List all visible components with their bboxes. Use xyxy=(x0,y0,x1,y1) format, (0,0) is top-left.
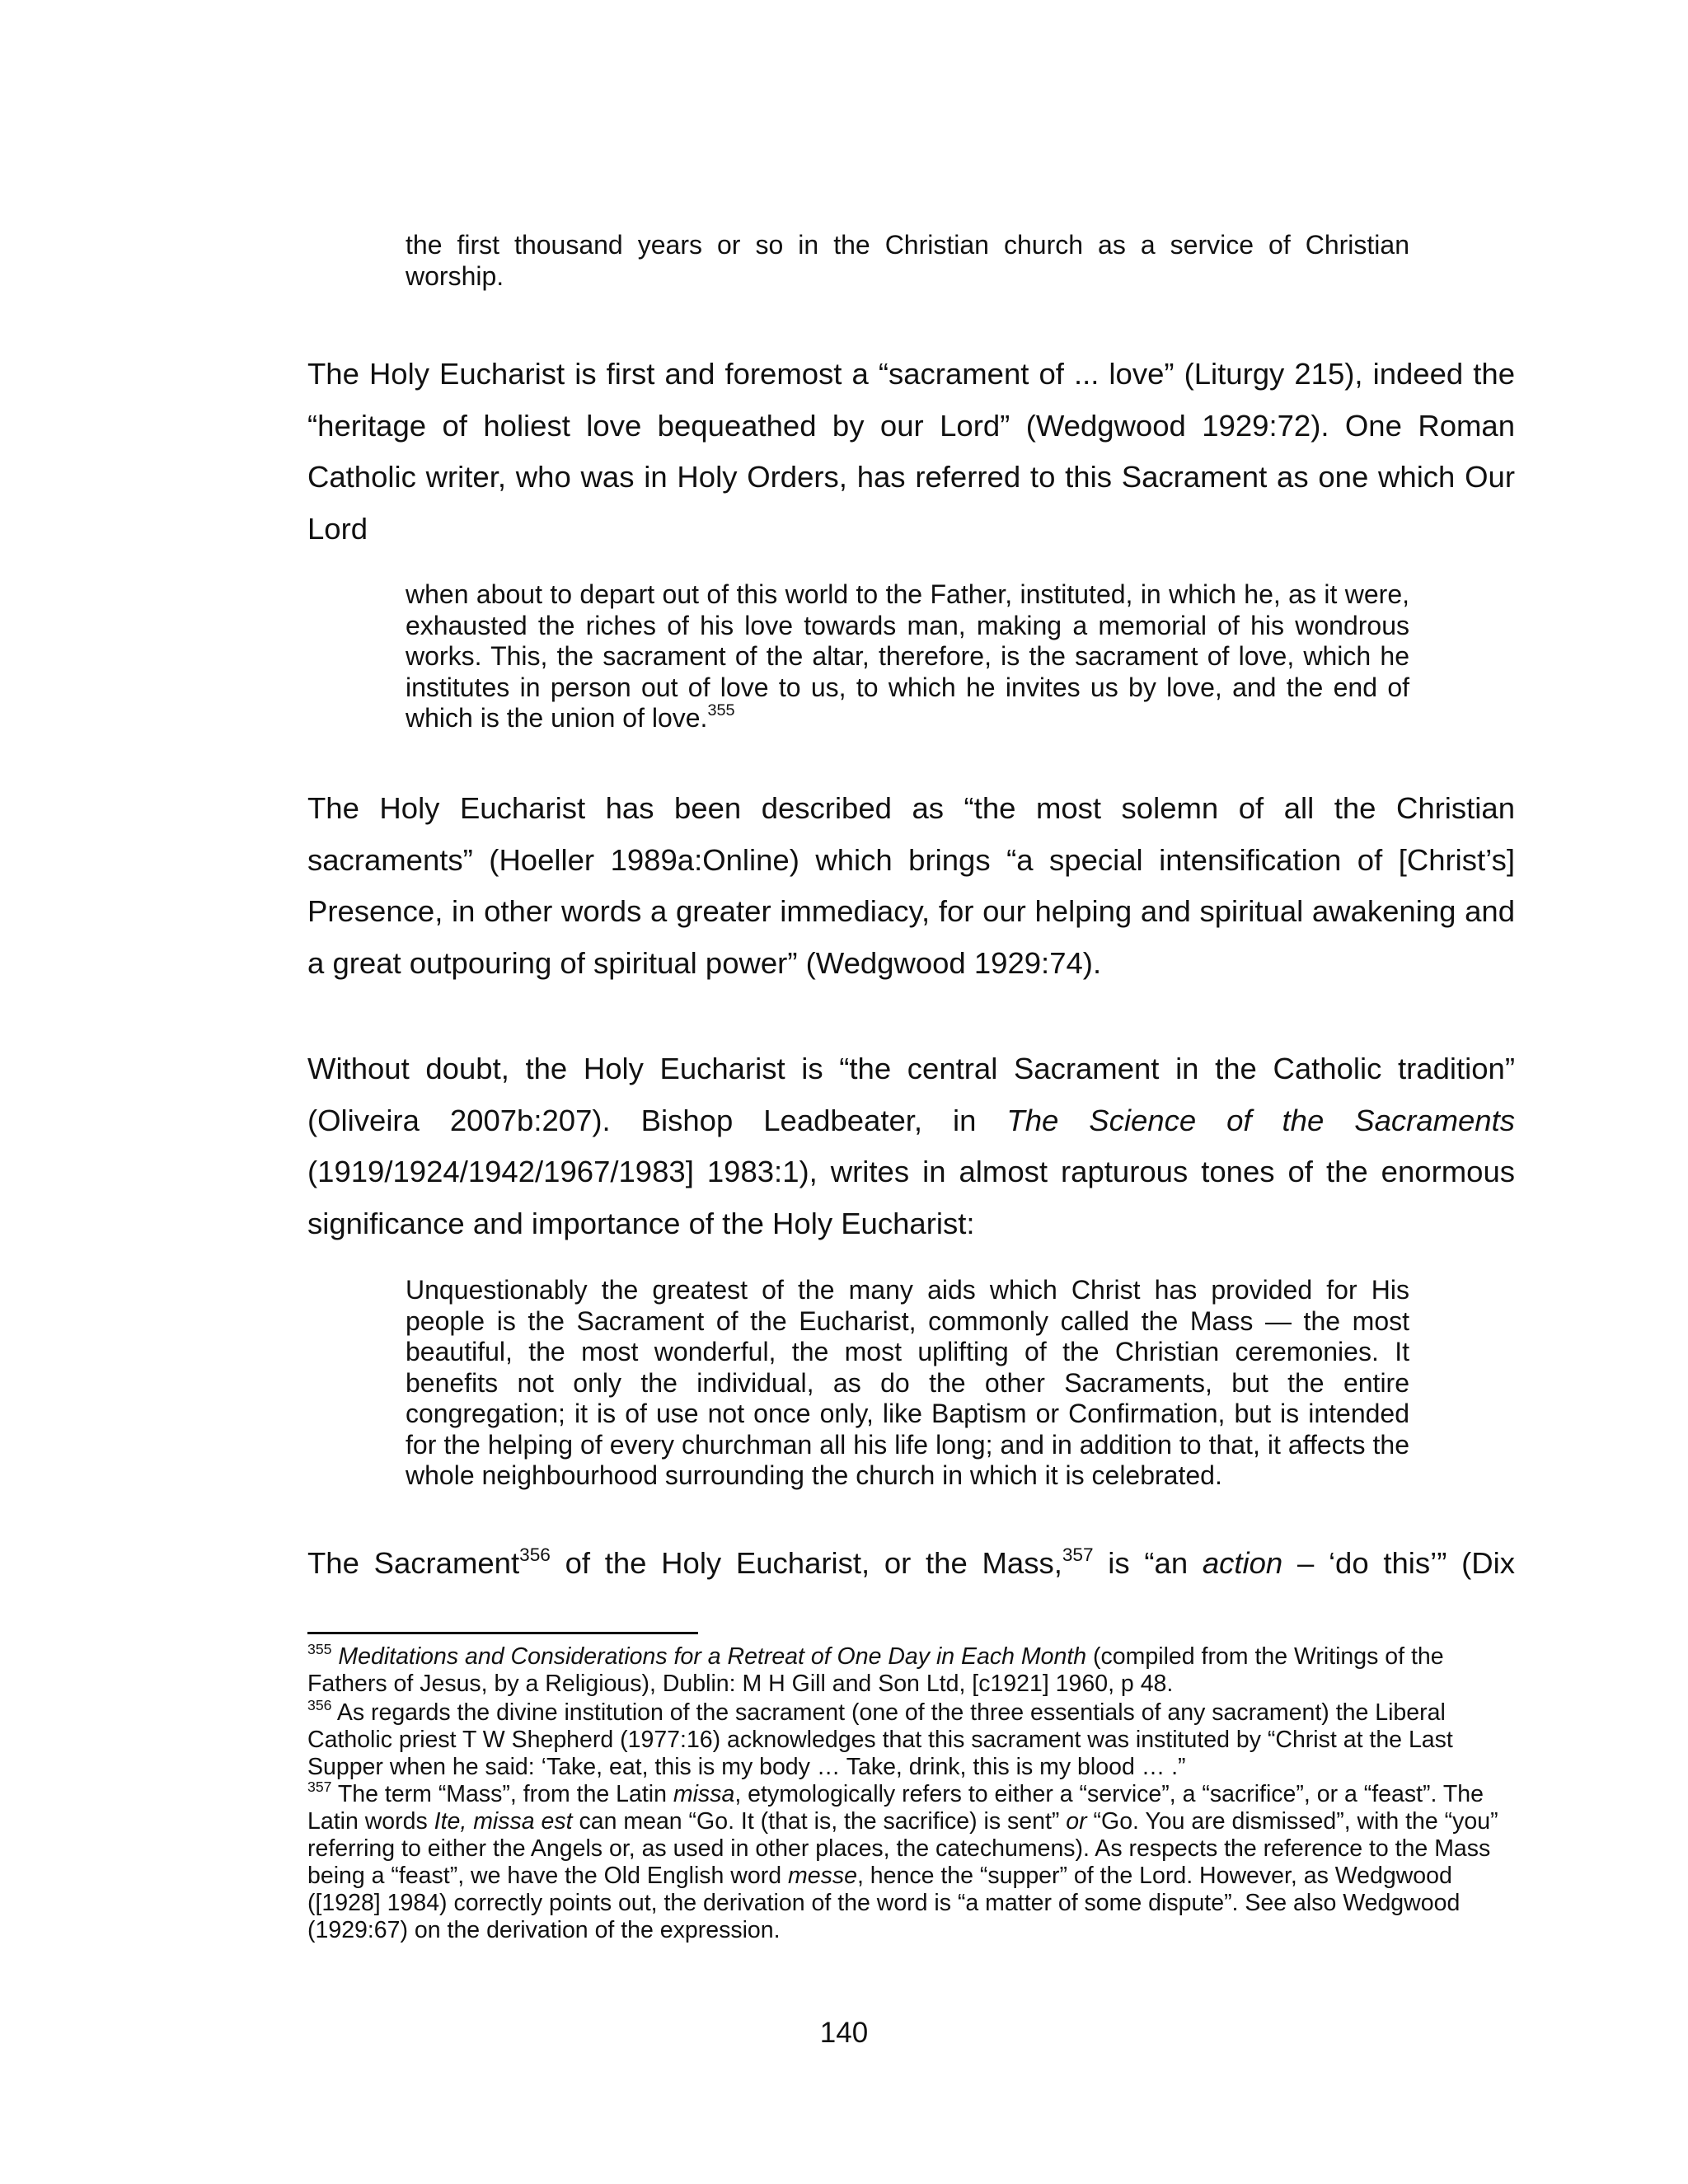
paragraph-text: The Sacrament xyxy=(307,1546,520,1580)
book-title: The Science of the Sacraments xyxy=(1006,1103,1515,1137)
footnote-ref-357[interactable]: 357 xyxy=(1062,1544,1094,1565)
paragraph-sacrament-action xyxy=(307,1538,1515,1589)
footnote-separator xyxy=(307,1632,698,1634)
paragraph-text: Without doubt, the Holy Eucharist is “the central Sacrament in the Catholic tradition” (Oliveira 2007b:207). Bishop Leadbeater, in xyxy=(307,1052,1515,1137)
paragraph-text: is “an xyxy=(1093,1546,1203,1580)
paragraph-text: – ‘do this’” (Dix xyxy=(1282,1546,1515,1580)
emphasis-action: action xyxy=(1202,1546,1283,1580)
footnote-number: 355 xyxy=(307,1640,332,1657)
footnote-title: Meditations and Considerations for a Retreat of One Day in Each Month xyxy=(338,1643,1087,1670)
footnote-text: (compiled from the Writings of the Fathers of Jesus, by a Religious), Dublin: M H Gill and Son Ltd, [c1921] 1960, p 48. xyxy=(307,1643,1444,1697)
footnote-text: , hence the “supper” of the Lord. However, as Wedgwood ([1928] 1984) correctly points out, the derivation of the word is “a matter of some dispute”. See also Wedgwood (1929:67) on the derivation of the expression. xyxy=(307,1863,1461,1943)
block-quote-continuation xyxy=(406,230,1409,292)
block-quote-text: Unquestionably the greatest of the many aids which Christ has provided for His people is the Sacrament of the Eucharist, commonly called the Mass — the most beautiful, the most wonderful, the most uplifting of the Christian ceremonies. It benefits not only the individual, as do the other Sacraments, but the entire congregation; it is of use not once only, like Baptism or Confirmation, but is intended for the helping of every churchman all his life long; and in addition to that, it affects the whole neighbourhood surrounding the church in which it is celebrated. xyxy=(406,1275,1409,1490)
paragraph-central-sacrament xyxy=(307,1043,1515,1249)
block-quote-text: when about to depart out of this world to the Father, instituted, in which he, as it were, exhausted the riches of his love towards man, making a memorial of his wondrous works. This, the sacrament of the altar, therefore, is the sacrament of love, which he institutes in person out of love to us, to which he invites us by love, and the end of which is the union of love. xyxy=(406,579,1409,733)
footnote-357 xyxy=(307,1778,1521,1944)
footnote-text: , etymologically refers to either a “service”, a “sacrifice”, or a “feast”. The Latin words xyxy=(307,1781,1484,1835)
footnote-ref-356[interactable]: 356 xyxy=(519,1544,551,1565)
footnote-text: As regards the divine institution of the sacrament (one of the three essentials of any sacrament) the Liberal Catholic priest T W Shepherd (1977:16) acknowledges that this sacrament was instituted by “Christ at the Last Supper when he said: ‘Take, eat, this is my body … Take, drink, this is my blood … .” xyxy=(307,1699,1453,1780)
footnote-number: 356 xyxy=(307,1696,332,1713)
footnote-italic: messe xyxy=(787,1863,857,1889)
footnote-italic: or xyxy=(1066,1808,1087,1835)
paragraph-text: The Holy Eucharist is first and foremost a “sacrament of ... love” (Liturgy 215), indeed the “heritage of holiest love bequeathed by our Lord” (Wedgwood 1929:72). One Roman Catholic writer, who was in Holy Orders, has referred to this Sacrament as one which Our Lord xyxy=(307,357,1515,546)
block-quote-meditations xyxy=(406,579,1409,734)
page-number: 140 xyxy=(819,2017,869,2049)
paragraph-text: The Holy Eucharist has been described as “the most solemn of all the Christian sacraments” (Hoeller 1989a:Online) which brings “a special intensification of [Christ’s] Presence, in other words a greater immediacy, for our helping and spiritual awakening and a great outpouring of spiritual power” (Wedgwood 1929:74). xyxy=(307,791,1515,980)
footnote-ref-355[interactable]: 355 xyxy=(707,701,735,720)
block-quote-text: the first thousand years or so in the Christian church as a service of Christian worship. xyxy=(406,230,1409,291)
paragraph-sacrament-of-love xyxy=(307,349,1515,555)
paragraph-text: of the Holy Eucharist, or the Mass, xyxy=(550,1546,1062,1580)
footnote-text: The term “Mass”, from the Latin xyxy=(331,1781,673,1807)
paragraph-most-solemn xyxy=(307,783,1515,989)
footnote-355 xyxy=(307,1640,1521,1698)
footnote-italic: Ite, missa est xyxy=(434,1808,573,1835)
footnote-number: 357 xyxy=(307,1778,332,1795)
footnote-italic: missa xyxy=(673,1781,735,1807)
footnote-356 xyxy=(307,1696,1521,1781)
paragraph-text: (1919/1924/1942/1967/1983] 1983:1), writes in almost rapturous tones of the enormous significance and importance of the Holy Eucharist: xyxy=(307,1155,1515,1240)
footnote-text: can mean “Go. It (that is, the sacrifice) is sent” xyxy=(572,1808,1067,1835)
footnote-text: “Go. You are dismissed”, with the “you” referring to either the Angels or, as used in other places, the catechumens). As respects the reference to the Mass being a “feast”, we have the Old English word xyxy=(307,1808,1498,1889)
block-quote-leadbeater xyxy=(406,1275,1409,1492)
